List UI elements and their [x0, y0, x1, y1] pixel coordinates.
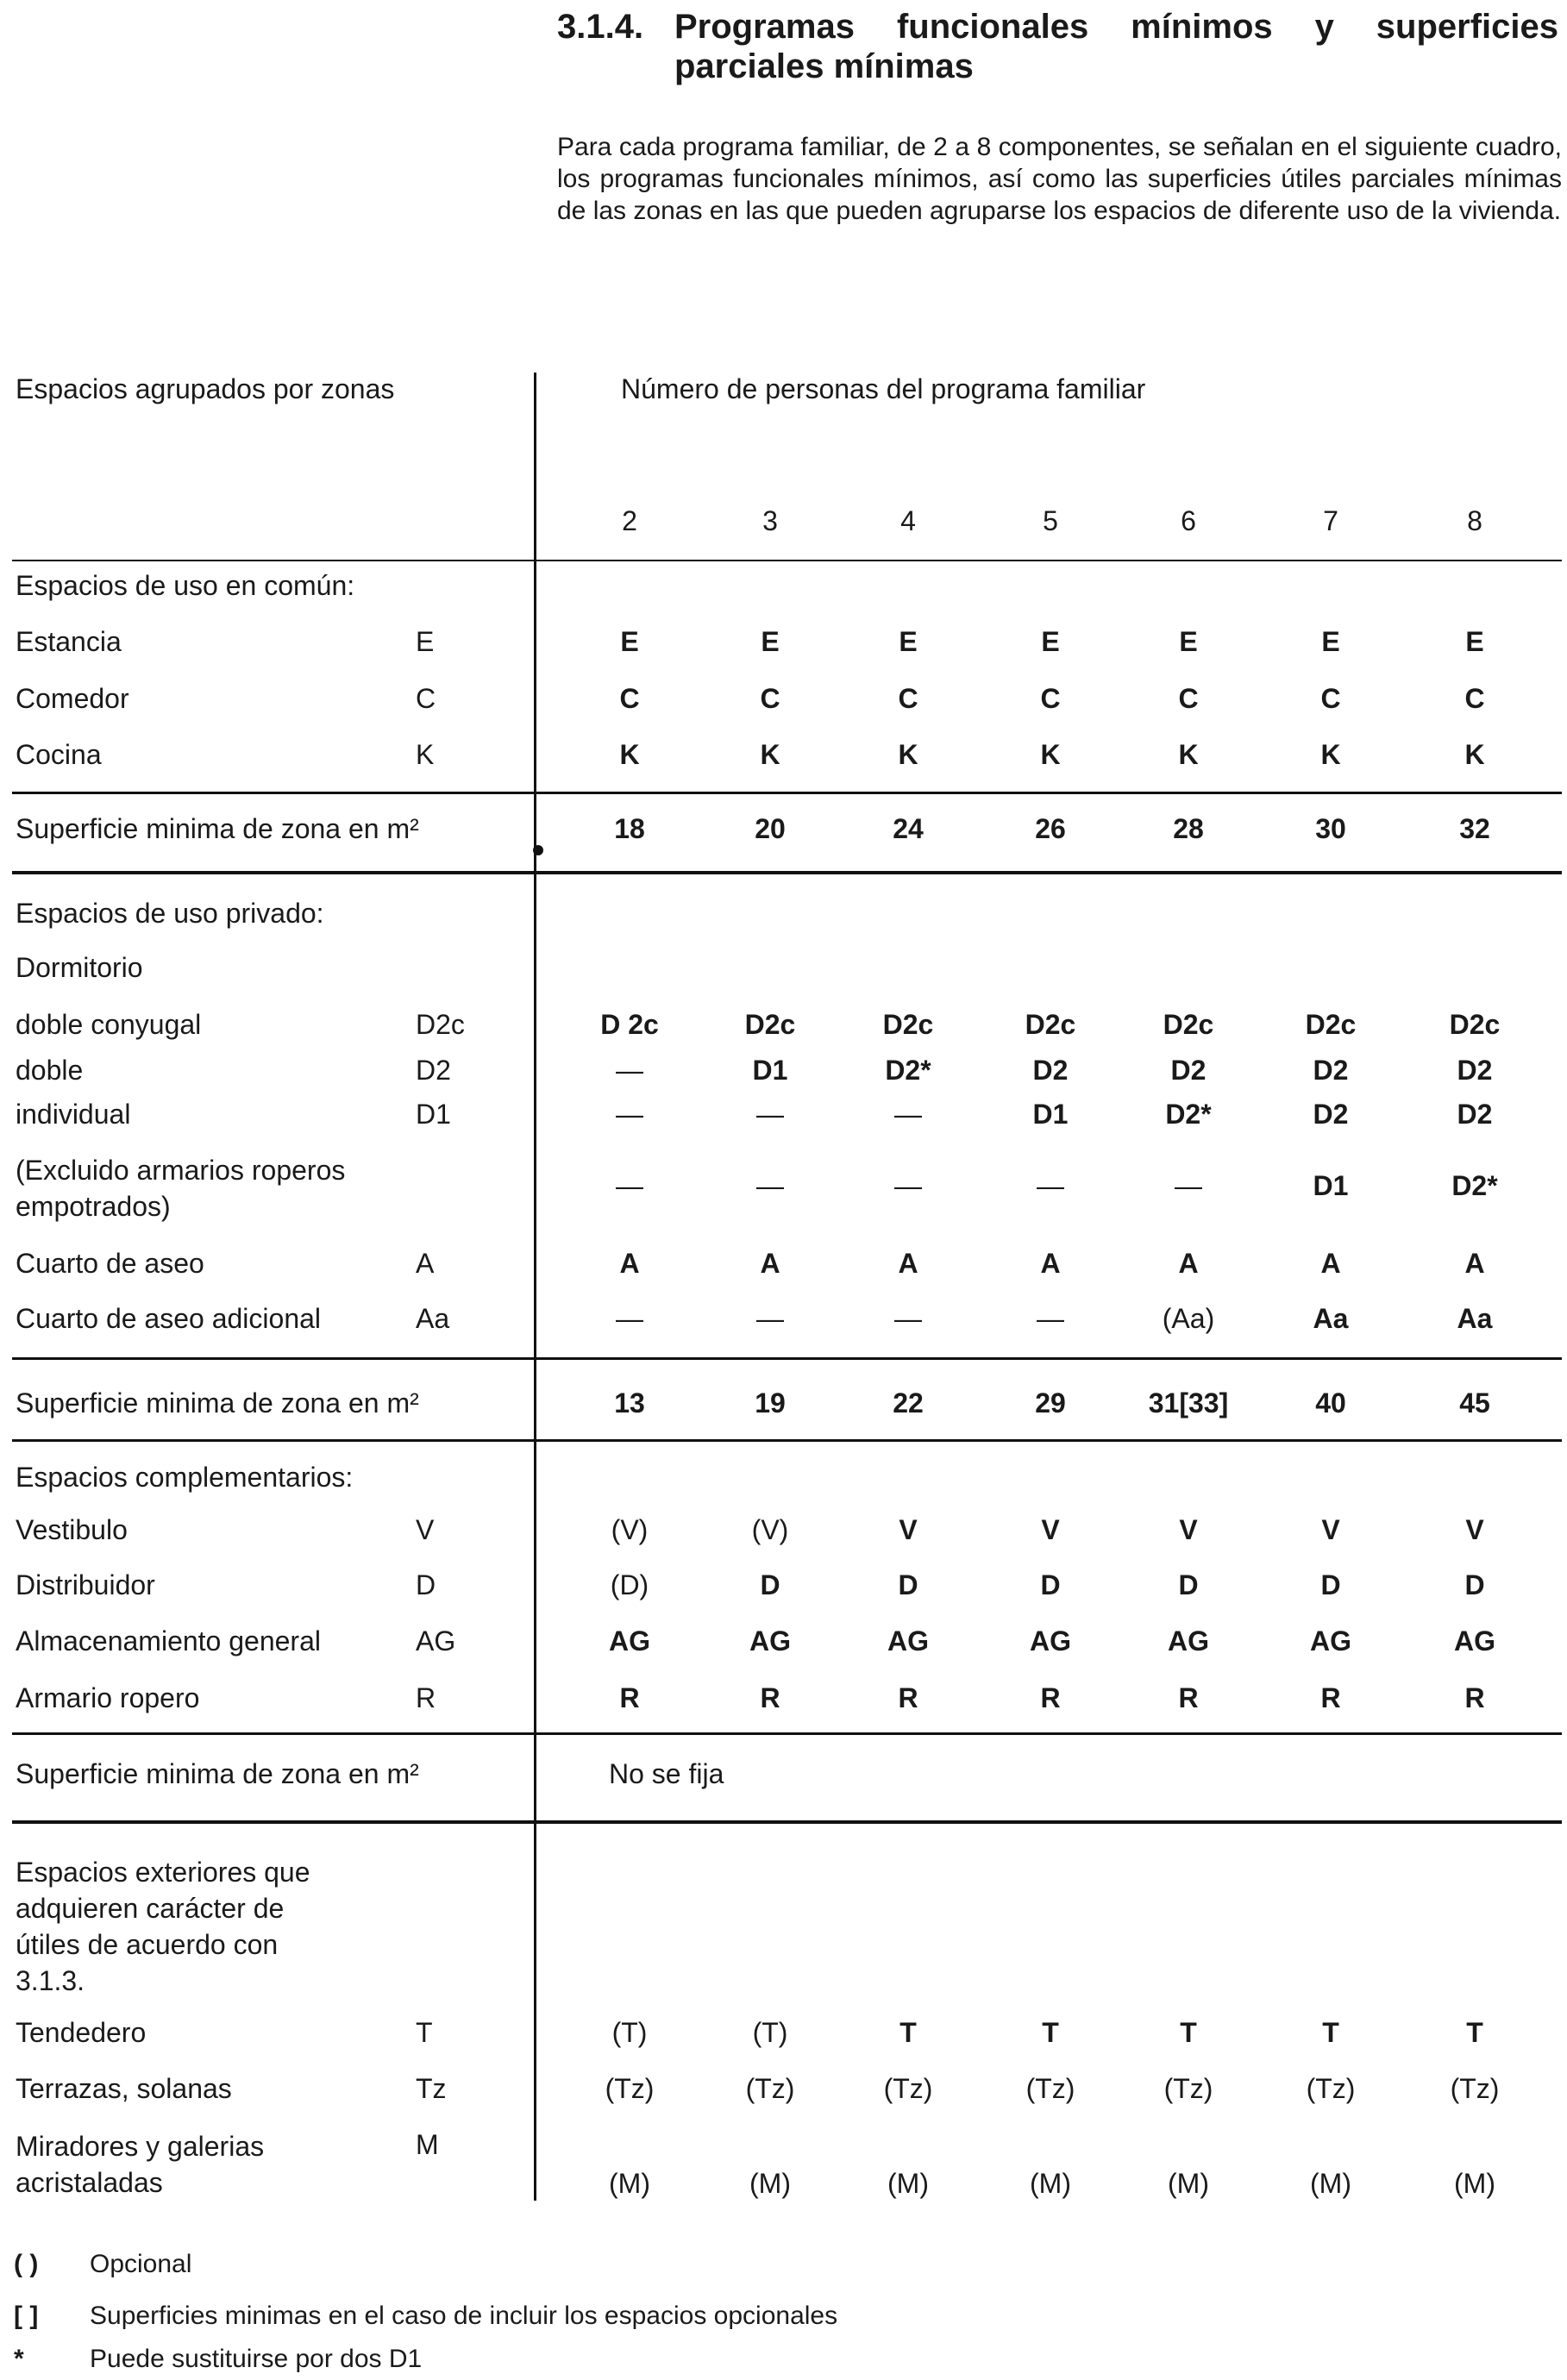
cell-excluido-armarios-roperos-empotrados-p7: D1 [1313, 1170, 1349, 1201]
cell-cocina-p4: K [898, 739, 918, 770]
cell-cuarto-de-aseo-adicional-p8: Aa [1457, 1303, 1493, 1334]
cell-vestibulo-p3: (V) [751, 1514, 789, 1545]
cell-armario-ropero-p6: R [1178, 1682, 1199, 1713]
row-label-armario-ropero: Armario ropero [16, 1682, 200, 1713]
cell-doble-p2: — [616, 1055, 643, 1086]
cell-cocina-p8: K [1464, 739, 1485, 770]
cell-superficie-minima-de-zona-en-m-p2: 13 [614, 1387, 645, 1419]
cell-tendedero-p3: (T) [752, 2017, 788, 2048]
cell-vestibulo-p8: V [1465, 1514, 1484, 1545]
note-symbol-optional: ( ) [14, 2250, 39, 2278]
cell-cuarto-de-aseo-p8: A [1464, 1248, 1485, 1279]
heading-line-2: parciales mínimas [674, 47, 974, 85]
cell-cocina-p6: K [1178, 739, 1199, 770]
section-heading [557, 7, 1562, 86]
cell-estancia-p3: E [761, 626, 780, 657]
cell-estancia-p7: E [1321, 626, 1340, 657]
row-code-vestibulo: V [416, 1514, 435, 1545]
cell-cuarto-de-aseo-adicional-p2: — [616, 1303, 643, 1334]
cell-cuarto-de-aseo-p5: A [1040, 1248, 1061, 1279]
row-label-doble-conyugal: doble conyugal [16, 1009, 202, 1040]
cell-cocina-p2: K [619, 739, 640, 770]
row-label-espacios-complementarios: Espacios complementarios: [16, 1462, 354, 1493]
row-label-distribuidor: Distribuidor [16, 1569, 155, 1600]
cell-almacenamiento-general-p5: AG [1030, 1625, 1071, 1657]
cell-superficie-minima-de-zona-en-m: No se fija [609, 1758, 724, 1789]
cell-almacenamiento-general-p6: AG [1168, 1625, 1209, 1657]
cell-superficie-minima-de-zona-en-m-p5: 29 [1035, 1387, 1066, 1419]
cell-doble-p5: D2 [1032, 1055, 1069, 1086]
cell-cocina-p3: K [760, 739, 780, 770]
cell-excluido-armarios-roperos-empotrados-p4: — [894, 1170, 922, 1201]
cell-armario-ropero-p4: R [898, 1682, 918, 1713]
row-label-espacios-exteriores-que-adquieren-caracter-de-utiles-de-acuerdo-con-3-1-3: Espacios exteriores que adquieren carácter de útiles de acuerdo con 3.1.3. [16, 1857, 310, 1996]
cell-comedor-p6: C [1178, 683, 1199, 714]
cell-estancia-p8: E [1465, 626, 1484, 657]
row-label-espacios-de-uso-privado: Espacios de uso privado: [16, 898, 324, 929]
cell-excluido-armarios-roperos-empotrados-p8: D2* [1451, 1170, 1498, 1201]
cell-miradores-y-galerias-acristaladas-p5: (M) [1030, 2168, 1071, 2199]
cell-cocina-p7: K [1320, 739, 1341, 770]
column-header-persons-5: 5 [1043, 505, 1058, 536]
rule-common-top [12, 792, 1562, 794]
cell-tendedero-p5: T [1042, 2017, 1059, 2048]
cell-terrazas-solanas-p6: (Tz) [1163, 2073, 1213, 2104]
cell-superficie-minima-de-zona-en-m-p2: 18 [614, 813, 645, 844]
cell-vestibulo-p6: V [1179, 1514, 1198, 1545]
cell-superficie-minima-de-zona-en-m-p4: 24 [893, 813, 924, 844]
row-label-superficie-minima-de-zona-en-m: Superficie minima de zona en m² [16, 813, 419, 844]
cell-superficie-minima-de-zona-en-m-p4: 22 [893, 1387, 924, 1419]
cell-estancia-p5: E [1041, 626, 1060, 657]
cell-comedor-p2: C [619, 683, 640, 714]
cell-individual-p8: D2 [1457, 1099, 1493, 1130]
cell-armario-ropero-p5: R [1040, 1682, 1061, 1713]
row-label-cuarto-de-aseo-adicional: Cuarto de aseo adicional [16, 1303, 322, 1334]
row-label-terrazas-solanas: Terrazas, solanas [16, 2073, 232, 2104]
cell-doble-conyugal-p5: D2c [1025, 1009, 1076, 1040]
cell-excluido-armarios-roperos-empotrados-p2: — [616, 1170, 643, 1201]
cell-tendedero-p2: (T) [611, 2017, 648, 2048]
cell-tendedero-p8: T [1466, 2017, 1483, 2048]
row-label-individual: individual [16, 1099, 131, 1130]
cell-miradores-y-galerias-acristaladas-p3: (M) [749, 2168, 791, 2199]
cell-estancia-p4: E [899, 626, 918, 657]
cell-almacenamiento-general-p7: AG [1310, 1625, 1351, 1657]
row-label-superficie-minima-de-zona-en-m: Superficie minima de zona en m² [16, 1387, 419, 1419]
cell-miradores-y-galerias-acristaladas-p4: (M) [887, 2168, 929, 2199]
cell-excluido-armarios-roperos-empotrados-p6: — [1175, 1170, 1202, 1201]
cell-almacenamiento-general-p4: AG [887, 1625, 929, 1657]
row-code-cocina: K [416, 739, 435, 770]
cell-distribuidor-p5: D [1040, 1569, 1061, 1600]
cell-cuarto-de-aseo-adicional-p7: Aa [1313, 1303, 1349, 1334]
cell-doble-p7: D2 [1313, 1055, 1349, 1086]
cell-doble-conyugal-p3: D2c [744, 1009, 796, 1040]
cell-superficie-minima-de-zona-en-m-p8: 32 [1459, 813, 1490, 844]
column-header-persons-7: 7 [1323, 505, 1338, 536]
cell-doble-conyugal-p2: D 2c [600, 1009, 659, 1040]
cell-superficie-minima-de-zona-en-m-p8: 45 [1459, 1387, 1490, 1419]
column-header-persons-4: 4 [900, 505, 916, 536]
cell-doble-conyugal-p7: D2c [1305, 1009, 1357, 1040]
cell-cuarto-de-aseo-adicional-p4: — [894, 1303, 922, 1334]
cell-comedor-p5: C [1040, 683, 1061, 714]
cell-doble-p8: D2 [1457, 1055, 1493, 1086]
intro-paragraph: Para cada programa familiar, de 2 a 8 componentes, se señalan en el siguiente cuadro, los programas funcionales mínimos, así como las superficies útiles parciales mínimas de las zonas en las que pueden agruparse los espacios de diferente uso de la vivienda. [557, 133, 1562, 225]
cell-excluido-armarios-roperos-empotrados-p3: — [756, 1170, 784, 1201]
row-code-terrazas-solanas: Tz [416, 2073, 447, 2104]
cell-individual-p6: D2* [1165, 1099, 1212, 1130]
cell-armario-ropero-p3: R [760, 1682, 780, 1713]
column-header-persons-6: 6 [1181, 505, 1196, 536]
cell-cuarto-de-aseo-p7: A [1320, 1248, 1341, 1279]
cell-tendedero-p7: T [1322, 2017, 1339, 2048]
cell-doble-p3: D1 [752, 1055, 788, 1086]
cell-superficie-minima-de-zona-en-m-p3: 20 [755, 813, 786, 844]
row-code-comedor: C [416, 683, 436, 714]
cell-comedor-p3: C [760, 683, 780, 714]
cell-distribuidor-p2: (D) [610, 1569, 649, 1600]
cell-cuarto-de-aseo-adicional-p5: — [1037, 1303, 1064, 1334]
rule-compl-bottom [12, 1820, 1562, 1824]
cell-armario-ropero-p2: R [619, 1682, 640, 1713]
cell-excluido-armarios-roperos-empotrados-p5: — [1037, 1170, 1064, 1201]
column-header-persons-8: 8 [1467, 505, 1482, 536]
cell-superficie-minima-de-zona-en-m-p3: 19 [755, 1387, 786, 1419]
cell-tendedero-p4: T [899, 2017, 917, 2048]
row-label-dormitorio: Dormitorio [16, 952, 143, 983]
cell-distribuidor-p6: D [1178, 1569, 1199, 1600]
cell-cocina-p5: K [1040, 739, 1061, 770]
cell-vestibulo-p5: V [1041, 1514, 1060, 1545]
cell-almacenamiento-general-p3: AG [749, 1625, 791, 1657]
cell-individual-p2: — [616, 1099, 643, 1130]
cell-vestibulo-p2: (V) [611, 1514, 649, 1545]
cell-estancia-p6: E [1179, 626, 1198, 657]
section-number: 3.1.4. [557, 8, 644, 46]
rule-common-bottom [12, 871, 1562, 874]
row-code-estancia: E [416, 626, 435, 657]
cell-cuarto-de-aseo-adicional-p6: (Aa) [1162, 1303, 1215, 1334]
cell-cuarto-de-aseo-p4: A [898, 1248, 918, 1279]
row-code-cuarto-de-aseo-adicional: Aa [416, 1303, 450, 1334]
cell-individual-p7: D2 [1313, 1099, 1349, 1130]
cell-individual-p3: — [756, 1099, 784, 1130]
row-label-tendedero: Tendedero [16, 2017, 147, 2048]
cell-superficie-minima-de-zona-en-m-p7: 30 [1315, 813, 1346, 844]
cell-superficie-minima-de-zona-en-m-p6: 28 [1173, 813, 1204, 844]
cell-cuarto-de-aseo-p6: A [1178, 1248, 1199, 1279]
cell-miradores-y-galerias-acristaladas-p6: (M) [1168, 2168, 1209, 2199]
cell-terrazas-solanas-p7: (Tz) [1306, 2073, 1356, 2104]
cell-comedor-p7: C [1320, 683, 1341, 714]
rule-compl-top [12, 1732, 1562, 1735]
row-label-doble: doble [16, 1055, 84, 1086]
heading-line-1: Programas funcionales mínimos y superficies [674, 8, 1558, 46]
cell-armario-ropero-p7: R [1320, 1682, 1341, 1713]
cell-superficie-minima-de-zona-en-m-p7: 40 [1315, 1387, 1346, 1419]
cell-doble-conyugal-p6: D2c [1163, 1009, 1214, 1040]
cell-distribuidor-p7: D [1320, 1569, 1341, 1600]
cell-miradores-y-galerias-acristaladas-p8: (M) [1454, 2168, 1495, 2199]
row-label-espacios-de-uso-en-comun: Espacios de uso en común: [16, 570, 355, 601]
note-text-asterisk: Puede sustituirse por dos D1 [90, 2345, 423, 2373]
cell-distribuidor-p8: D [1464, 1569, 1485, 1600]
cell-doble-conyugal-p4: D2c [882, 1009, 934, 1040]
column-header-persons-3: 3 [762, 505, 778, 536]
cell-terrazas-solanas-p3: (Tz) [745, 2073, 795, 2104]
row-label-estancia: Estancia [16, 626, 122, 657]
cell-terrazas-solanas-p8: (Tz) [1450, 2073, 1500, 2104]
cell-miradores-y-galerias-acristaladas-p7: (M) [1310, 2168, 1351, 2199]
row-label-cuarto-de-aseo: Cuarto de aseo [16, 1248, 204, 1279]
cell-doble-conyugal-p8: D2c [1449, 1009, 1501, 1040]
cell-tendedero-p6: T [1180, 2017, 1197, 2048]
cell-armario-ropero-p8: R [1464, 1682, 1485, 1713]
row-code-cuarto-de-aseo: A [416, 1248, 435, 1279]
row-code-distribuidor: D [416, 1569, 436, 1600]
note-text-brackets: Superficies minimas en el caso de incluir los espacios opcionales [90, 2302, 838, 2330]
cell-superficie-minima-de-zona-en-m-p5: 26 [1035, 813, 1066, 844]
cell-estancia-p2: E [620, 626, 639, 657]
row-code-doble: D2 [416, 1055, 451, 1086]
row-code-miradores-y-galerias-acristaladas: M [416, 2129, 439, 2160]
note-symbol-asterisk: * [14, 2345, 24, 2373]
cell-comedor-p8: C [1464, 683, 1485, 714]
cell-distribuidor-p3: D [760, 1569, 780, 1600]
row-code-tendedero: T [416, 2017, 433, 2048]
cell-cuarto-de-aseo-p3: A [760, 1248, 780, 1279]
row-label-almacenamiento-general: Almacenamiento general [16, 1625, 321, 1657]
cell-vestibulo-p4: V [899, 1514, 918, 1545]
note-symbol-brackets: [ ] [14, 2302, 39, 2330]
row-label-miradores-y-galerias-acristaladas: Miradores y galerias acristaladas [16, 2131, 265, 2198]
table-vertical-divider [534, 373, 536, 2201]
row-code-individual: D1 [416, 1099, 451, 1130]
note-text-optional: Opcional [90, 2250, 192, 2278]
rule-private-top [12, 1357, 1562, 1360]
row-label-excluido-armarios-roperos-empotrados: (Excluido armarios roperos empotrados) [16, 1155, 346, 1222]
cell-individual-p4: — [894, 1099, 922, 1130]
cell-vestibulo-p7: V [1321, 1514, 1340, 1545]
cell-doble-p4: D2* [885, 1055, 931, 1086]
cell-cuarto-de-aseo-adicional-p3: — [756, 1303, 784, 1334]
cell-almacenamiento-general-p2: AG [609, 1625, 650, 1657]
cell-terrazas-solanas-p2: (Tz) [605, 2073, 655, 2104]
row-code-almacenamiento-general: AG [416, 1625, 456, 1657]
rule-header [12, 560, 1562, 561]
left-column-header: Espacios agrupados por zonas [16, 373, 395, 404]
cell-miradores-y-galerias-acristaladas-p2: (M) [609, 2168, 650, 2199]
row-code-armario-ropero: R [416, 1682, 436, 1713]
right-column-header: Número de personas del programa familiar [621, 373, 1146, 404]
cell-distribuidor-p4: D [898, 1569, 918, 1600]
cell-individual-p5: D1 [1032, 1099, 1069, 1130]
cell-almacenamiento-general-p8: AG [1454, 1625, 1495, 1657]
cell-terrazas-solanas-p4: (Tz) [883, 2073, 933, 2104]
cell-terrazas-solanas-p5: (Tz) [1025, 2073, 1075, 2104]
rule-private-bottom [12, 1439, 1562, 1442]
row-code-doble-conyugal: D2c [416, 1009, 465, 1040]
cell-superficie-minima-de-zona-en-m-p6: 31[33] [1148, 1387, 1229, 1419]
cell-cuarto-de-aseo-p2: A [619, 1248, 640, 1279]
cell-comedor-p4: C [898, 683, 918, 714]
cell-doble-p6: D2 [1170, 1055, 1207, 1086]
column-header-persons-2: 2 [622, 505, 637, 536]
row-label-vestibulo: Vestibulo [16, 1514, 128, 1545]
row-label-comedor: Comedor [16, 683, 129, 714]
row-label-cocina: Cocina [16, 739, 102, 770]
row-label-superficie-minima-de-zona-en-m: Superficie minima de zona en m² [16, 1758, 419, 1789]
margin-dot [533, 845, 543, 855]
